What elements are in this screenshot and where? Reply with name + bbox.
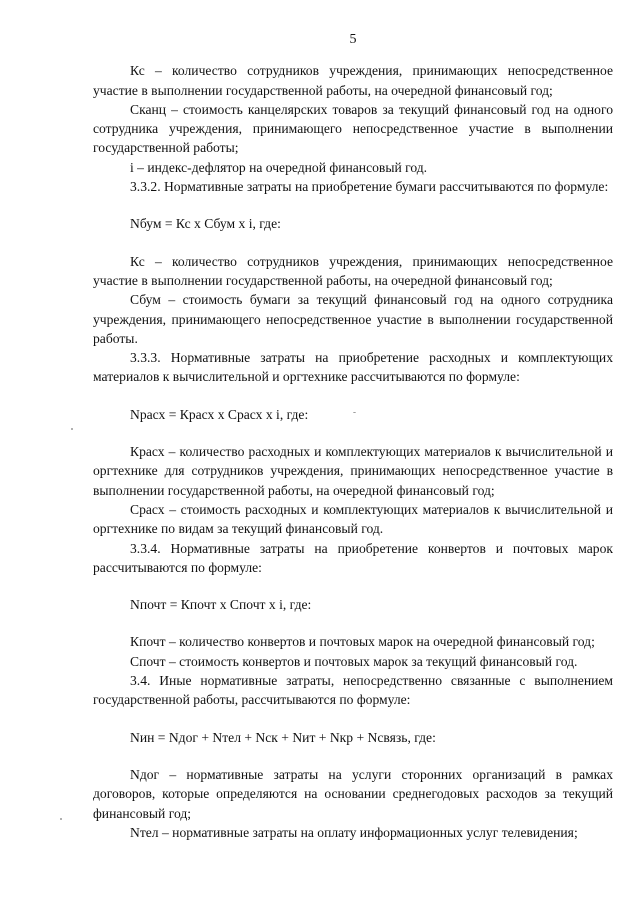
- paragraph-3-3-4: 3.3.4. Нормативные затраты на приобретение конвертов и почтовых марок рассчитываются по формуле:: [93, 540, 613, 575]
- paragraph-index-deflator: i – индекс-дефлятор на очередной финансовый год.: [130, 159, 428, 175]
- paragraph-ks-definition: Кс – количество сотрудников учреждения, принимающих непосредственное участие в выполнении государственной работы, на очередной финансовый год;: [93, 63, 613, 98]
- scan-speck: [60, 818, 62, 820]
- scan-speck: [353, 412, 356, 413]
- formula-consumables: Nрасх = Красх х Срасх х i, где:: [130, 406, 309, 422]
- formula-other-costs: Nин = Nдог + Nтел + Nск + Nит + Nкр + Nсвязь, где:: [130, 729, 436, 745]
- paragraph-krasx-definition: Красх – количество расходных и комплектующих материалов к вычислительной и оргтехнике для сотрудников учреждения, принимающих непосредственное участие в выполнении государственной работы, на очередной финансовый год;: [93, 444, 613, 498]
- paragraph-3-3-3: 3.3.3. Нормативные затраты на приобретение расходных и комплектующих материалов к вычислительной и оргтехнике рассчитываются по формуле:: [93, 350, 613, 385]
- paragraph-3-4: 3.4. Иные нормативные затраты, непосредственно связанные с выполнением государственной работы, рассчитываются по формуле:: [93, 673, 613, 708]
- paragraph-kpocht-definition: Кпочт – количество конвертов и почтовых марок на очередной финансовый год;: [130, 634, 595, 650]
- page-number: 5: [349, 32, 357, 47]
- paragraph-ks-definition-2: Кс – количество сотрудников учреждения, принимающих непосредственное участие в выполнении государственной работы, на очередной финансовый год;: [93, 253, 613, 288]
- paragraph-ntel-definition: Nтел – нормативные затраты на оплату информационных услуг телевидения;: [130, 824, 578, 840]
- paragraph-ndog-definition: Nдог – нормативные затраты на услуги сторонних организаций в рамках договоров, которые определяются на основании среднегодовых расходов за текущий финансовый год;: [93, 766, 613, 821]
- paragraph-spocht-definition: Спочт – стоимость конвертов и почтовых марок за текущий финансовый год.: [130, 653, 578, 669]
- scan-speck: [71, 428, 73, 430]
- paragraph-srasx-definition: Срасх – стоимость расходных и комплектующих материалов к вычислительной и оргтехнике по видам за текущий финансовый год.: [93, 501, 613, 537]
- paragraph-sbum-definition: Сбум – стоимость бумаги за текущий финансовый год на одного сотрудника учреждения, принимающего непосредственное участие в выполнении государственной работы.: [93, 292, 613, 346]
- paragraph-skanc-definition: Сканц – стоимость канцелярских товаров за текущий финансовый год на одного сотрудника учреждения, принимающего непосредственное участие в выполнении государственной работы;: [93, 101, 613, 156]
- document-page: [93, 30, 613, 842]
- formula-paper: Nбум = Кс х Сбум х i, где:: [130, 216, 281, 232]
- paragraph-3-3-2: 3.3.2. Нормативные затраты на приобретение бумаги рассчитываются по формуле:: [130, 179, 609, 195]
- formula-postal: Nпочт = Кпочт х Спочт х i, где:: [130, 597, 312, 613]
